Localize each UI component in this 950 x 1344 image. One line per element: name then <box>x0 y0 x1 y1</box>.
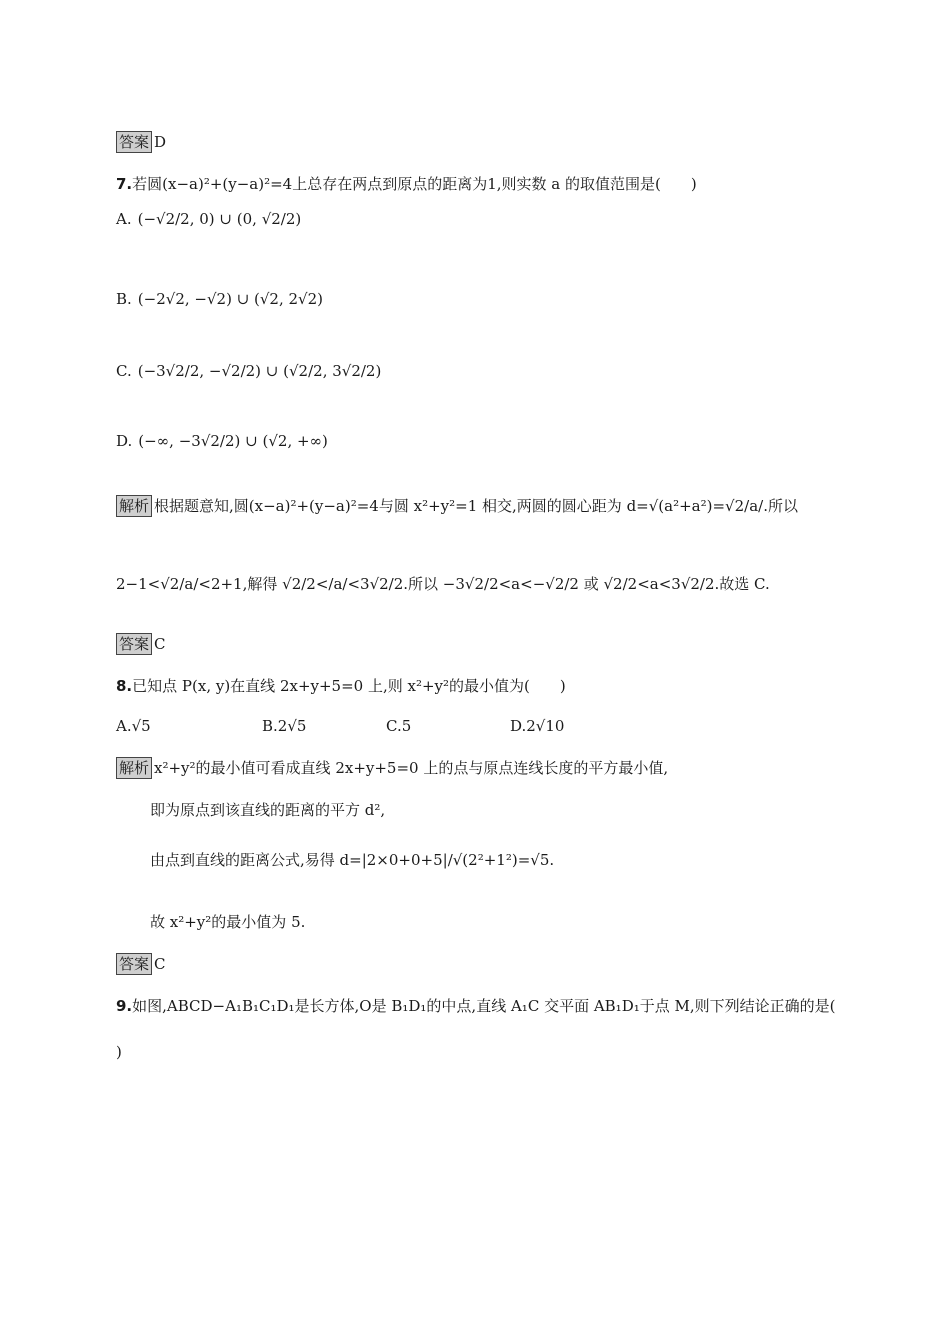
option-text: 5 <box>401 717 412 735</box>
option-d <box>116 432 328 450</box>
option-label: D. <box>116 432 133 450</box>
option-label: C. <box>386 717 402 735</box>
analysis-text: 故 x²+y²的最小值为 5. <box>150 913 306 931</box>
analysis-text: x²+y²的最小值可看成直线 2x+y+5=0 上的点与原点连线长度的平方最小值, <box>154 759 669 777</box>
option-c <box>386 714 411 738</box>
question-number: 9. <box>116 997 133 1015</box>
option-label: D. <box>510 717 527 735</box>
question-stem: 已知点 P(x, y)在直线 2x+y+5=0 上,则 x²+y²的最小值为( ) <box>132 677 566 695</box>
option-label: C. <box>116 362 132 380</box>
answer-value: C <box>154 955 166 973</box>
question-8 <box>116 674 566 698</box>
option-d <box>510 714 564 738</box>
analysis-tag: 解析 <box>116 757 152 779</box>
analysis-tag: 解析 <box>116 495 152 517</box>
question-number: 8. <box>116 677 133 695</box>
analysis-text: 由点到直线的距离公式,易得 d=|2×0+0+5|/√(2²+1²)=√5. <box>150 851 555 869</box>
analysis-8-line-1 <box>116 756 668 780</box>
answer-value: D <box>154 133 167 151</box>
question-9-end <box>116 1040 122 1064</box>
option-text: (−2√2, −√2) ∪ (√2, 2√2) <box>137 290 324 308</box>
analysis-text: 即为原点到该直线的距离的平方 d², <box>150 801 386 819</box>
option-text: (−3√2/2, −√2/2) ∪ (√2/2, 3√2/2) <box>137 362 382 380</box>
answer-tag: 答案 <box>116 131 152 153</box>
analysis-text: 2−1<√2/a/<2+1,解得 √2/2</a/<3√2/2.所以 −3√2/2<a<−√2/2 或 √2/2<a<3√2/2.故选 C. <box>116 575 770 593</box>
option-label: A. <box>116 717 132 735</box>
option-b <box>116 290 323 308</box>
analysis-7-line-1 <box>116 494 798 518</box>
answer-line <box>116 130 166 154</box>
option-label: B. <box>116 290 132 308</box>
question-stem: 若圆(x−a)²+(y−a)²=4上总存在两点到原点的距离为1,则实数 a 的取值范围是( ) <box>132 175 697 193</box>
analysis-8-line-3 <box>150 848 554 872</box>
option-text: 2√5 <box>277 717 307 735</box>
question-7 <box>116 172 697 196</box>
option-text: (−√2/2, 0) ∪ (0, √2/2) <box>137 210 302 228</box>
option-text: 2√10 <box>526 717 565 735</box>
question-stem-end: ) <box>116 1043 122 1061</box>
option-b <box>262 714 306 738</box>
answer-line <box>116 632 166 656</box>
question-9 <box>116 994 836 1018</box>
option-label: A. <box>116 210 132 228</box>
option-c <box>116 362 381 380</box>
option-a <box>116 210 301 228</box>
analysis-8-line-2 <box>150 798 385 822</box>
option-a <box>116 714 151 738</box>
answer-line <box>116 952 166 976</box>
option-text: √5 <box>131 717 151 735</box>
answer-tag: 答案 <box>116 633 152 655</box>
option-text: (−∞, −3√2/2) ∪ (√2, +∞) <box>138 432 328 450</box>
question-number: 7. <box>116 175 133 193</box>
analysis-text: 根据题意知,圆(x−a)²+(y−a)²=4与圆 x²+y²=1 相交,两圆的圆心距为 d=√(a²+a²)=√2/a/.所以 <box>154 497 798 515</box>
option-label: B. <box>262 717 278 735</box>
answer-value: C <box>154 635 166 653</box>
answer-tag: 答案 <box>116 953 152 975</box>
analysis-8-line-4 <box>150 910 305 934</box>
question-stem: 如图,ABCD−A₁B₁C₁D₁是长方体,O是 B₁D₁的中点,直线 A₁C 交平面 AB₁D₁于点 M,则下列结论正确的是( <box>132 997 836 1015</box>
analysis-7-line-2 <box>116 572 770 596</box>
